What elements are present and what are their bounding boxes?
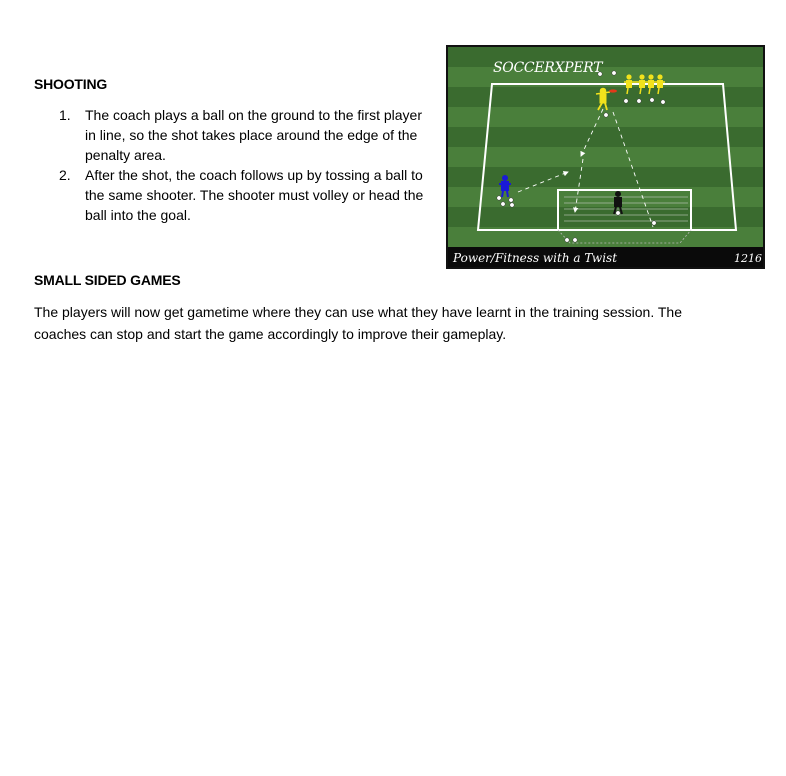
shooting-heading: SHOOTING	[34, 76, 108, 92]
shooting-steps	[34, 105, 434, 225]
list-item	[34, 165, 434, 225]
diagram-caption: Power/Fitness with a Twist	[453, 251, 618, 265]
step-number: 2.	[59, 167, 71, 183]
pitch-stripes	[448, 47, 763, 247]
cone	[609, 89, 617, 92]
drill-diagram	[446, 45, 765, 269]
list-item	[34, 105, 434, 165]
small-sided-games-body: The players will now get gametime where they can use what they have learnt in the training session. The coaches can stop and start the game accordingly to improve their gameplay.	[34, 304, 682, 342]
step-number: 1.	[59, 107, 71, 123]
logo: SOCCERXPERT	[493, 60, 603, 76]
small-sided-games-heading: SMALL SIDED GAMES	[34, 272, 181, 288]
step-text: After the shot, the coach follows up by tossing a ball to the same shooter. The shooter must volley or head the ball into the goal.	[85, 167, 424, 223]
diagram-code: 1216	[734, 252, 762, 265]
pitch-illustration	[448, 47, 763, 267]
step-text: The coach plays a ball on the ground to the first player in line, so the shot takes place around the edge of the penalty area.	[85, 107, 422, 163]
